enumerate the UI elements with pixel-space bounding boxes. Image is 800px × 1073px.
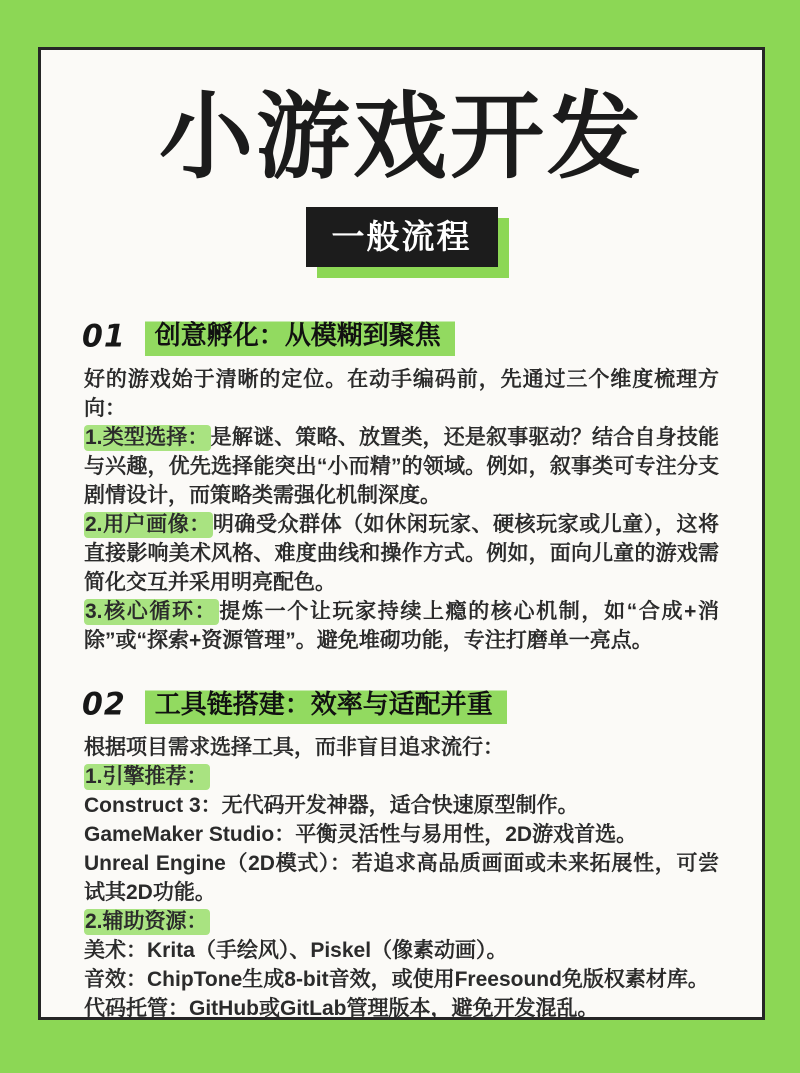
section-number: 01 <box>82 317 126 355</box>
poster-title: 小游戏开发 <box>158 84 644 189</box>
sections-container <box>84 317 719 1023</box>
paragraph <box>84 365 719 423</box>
text-run: 美术：Krita（手绘风）、Piskel（像素动画）。 <box>84 939 508 962</box>
paragraph <box>84 791 719 820</box>
text-run: 音效：ChipTone生成8-bit音效，或使用Freesound免版权素材库。 <box>84 968 709 991</box>
section <box>84 317 719 655</box>
highlighted-label: 2.用户画像： <box>85 512 211 536</box>
badge-row <box>84 207 719 270</box>
highlighted-label: 2.辅助资源： <box>85 910 208 933</box>
content-card <box>38 47 765 1020</box>
paragraph <box>84 733 719 762</box>
text-run: GameMaker Studio：平衡灵活性与易用性，2D游戏首选。 <box>84 823 638 846</box>
paragraph <box>84 994 719 1023</box>
paragraph <box>84 597 719 655</box>
highlighted-label: 3.核心循环： <box>85 599 218 623</box>
section-number: 02 <box>82 686 126 724</box>
text-run: 根据项目需求选择工具，而非盲目追求流行： <box>84 736 504 759</box>
paragraph <box>84 423 719 510</box>
highlighted-label: 1.类型选择： <box>85 425 209 449</box>
text-run: Construct 3：无代码开发神器，适合快速原型制作。 <box>84 794 579 817</box>
text-run: 提炼一个让玩家持续上瘾的核心机制，如“合成+消除”或“探索+资源管理”。避免堆砌功能，专注打磨单一亮点。 <box>84 599 719 652</box>
text-run: 明确受众群体（如休闲玩家、硬核玩家或儿童），这将直接影响美术风格、难度曲线和操作方式。例如，面向儿童的游戏需简化交互并采用明亮配色。 <box>84 512 720 594</box>
paragraph <box>84 762 719 791</box>
paragraph <box>84 936 719 965</box>
text-run: 好的游戏始于清晰的定位。在动手编码前，先通过三个维度梳理方向： <box>84 367 719 420</box>
text-run: 代码托管：GitHub或GitLab管理版本，避免开发混乱。 <box>84 997 599 1020</box>
section-heading <box>82 317 719 356</box>
section <box>84 686 719 1024</box>
section-title: 工具链搭建：效率与适配并重 <box>145 686 507 725</box>
paragraph <box>84 820 719 849</box>
text-run: Unreal Engine（2D模式）：若追求高品质画面或未来拓展性，可尝试其2D功能。 <box>84 852 719 904</box>
paragraph <box>84 849 719 907</box>
highlighted-label: 1.引擎推荐： <box>85 765 208 788</box>
section-title: 创意孵化：从模糊到聚焦 <box>145 317 455 356</box>
paragraph <box>84 965 719 994</box>
text-run: 是解谜、策略、放置类，还是叙事驱动？结合自身技能与兴趣，优先选择能突出“小而精”的领域。例如，叙事类可专注分支剧情设计，而策略类需强化机制深度。 <box>84 425 720 507</box>
paragraph <box>84 907 719 936</box>
badge-label: 一般流程 <box>306 207 498 267</box>
paragraph <box>84 510 719 597</box>
section-heading <box>82 686 719 725</box>
